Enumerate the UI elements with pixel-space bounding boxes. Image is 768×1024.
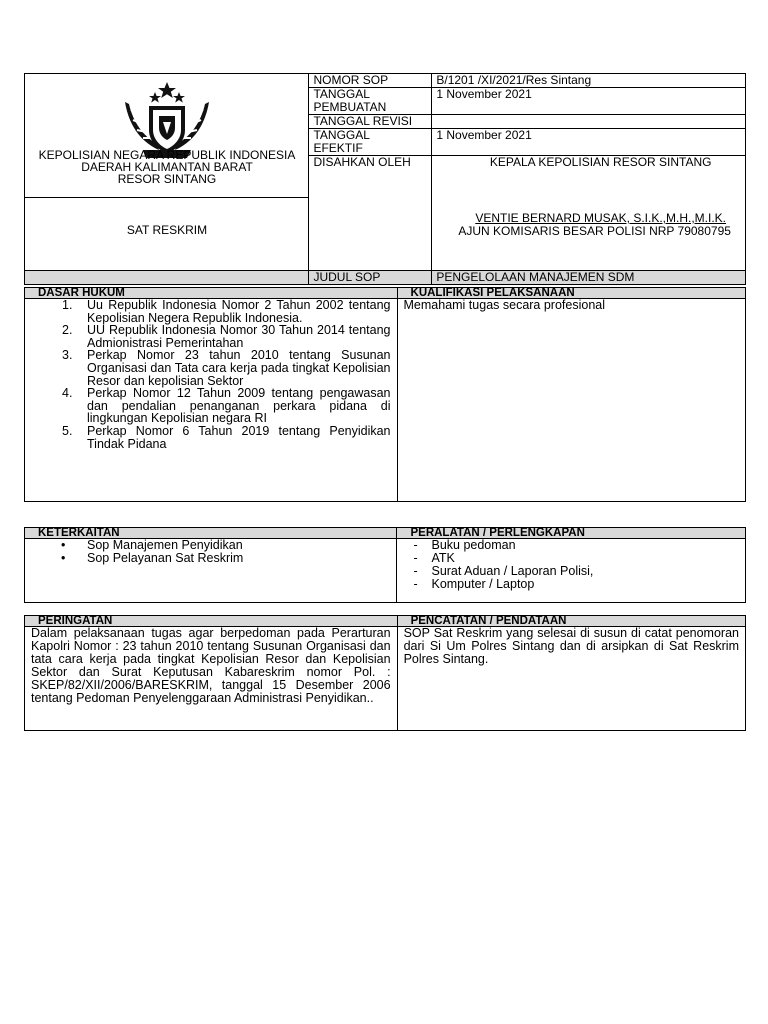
- disahkan-label: DISAHKAN OLEH: [309, 156, 432, 270]
- nomor-sop-value: B/1201 /XI/2021/Res Sintang: [432, 74, 746, 88]
- pencatatan-title: PENCATATAN / PENDATAAN: [397, 616, 745, 627]
- list-item: • Sop Pelayanan Sat Reskrim: [61, 551, 244, 565]
- tgl-pembuatan-label: TANGGAL PEMBUATAN: [309, 88, 432, 115]
- org-block: [25, 74, 309, 264]
- list-item: - Buku pedoman: [413, 538, 516, 552]
- dasar-hukum-table: [24, 287, 746, 502]
- keterkaitan-cell: [25, 539, 397, 603]
- header-shade-left: [25, 271, 309, 285]
- disahkan-cell: [432, 156, 746, 270]
- dasar-hukum-cell: [25, 299, 398, 502]
- peringatan-title: PERINGATAN: [25, 616, 398, 627]
- list-item: 3. Perkap Nomor 23 tahun 2010 tentang Susunan Organisasi dan Tata cara kerja pada tingkat Kepolisian Resor dan kepolisian Sektor: [62, 348, 391, 388]
- disahkan-title: KEPALA KEPOLISIAN RESOR SINTANG: [489, 155, 712, 169]
- list-item: 1. Uu Republik Indonesia Nomor 2 Tahun 2002 tentang Kepolisian Negera Republik Indonesia.: [62, 298, 391, 325]
- org-divider: [25, 197, 309, 198]
- tgl-revisi-value: [432, 115, 746, 129]
- tgl-efektif-value: 1 November 2021: [432, 129, 746, 156]
- judul-value: PENGELOLAAN MANAJEMEN SDM: [432, 271, 746, 285]
- peralatan-title: PERALATAN / PERLENGKAPAN: [397, 528, 746, 539]
- list-item: - ATK: [413, 551, 455, 565]
- tgl-revisi-label: TANGGAL REVISI: [309, 115, 432, 129]
- judul-label: JUDUL SOP: [309, 271, 432, 285]
- pencatatan-text: SOP Sat Reskrim yang selesai di susun di catat penomoran dari Si Um Polres Sintang dan di arsipkan di Sat Reskrim Polres Sintang.: [397, 627, 745, 731]
- org-name: KEPOLISIAN NEGARA REPUBLIK INDONESIA DAERAH KALIMANTAN BARAT RESOR SINTANG: [38, 148, 296, 186]
- kualifikasi-text: Memahami tugas secara profesional: [397, 299, 745, 502]
- keterkaitan-title: KETERKAITAN: [25, 528, 397, 539]
- list-item: - Surat Aduan / Laporan Polisi,: [413, 564, 594, 578]
- peringatan-text: Dalam pelaksanaan tugas agar berpedoman pada Perarturan Kapolri Nomor : 23 tahun 2010 tentang Susunan Organisasi dan tata cara kerja pada tingkat Kepolisian Resor dan Kepolisian Sektor dan Surat Keputusan Kabareskrim nomor Pol. : SKEP/82/XII/2006/BARESKRIM, tanggal 15 Desember 2006 tentang Pedoman Penyelenggaraan Administrasi Penyidikan..: [25, 627, 398, 731]
- unit-name: SAT RESKRIM: [126, 223, 208, 237]
- peringatan-table: [24, 615, 746, 731]
- signer-rank: AJUN KOMISARIS BESAR POLISI NRP 79080795: [458, 224, 731, 238]
- list-item: 4. Perkap Nomor 12 Tahun 2009 tentang pengawasan dan pendalian penanganan perkara pidana di lingkungan Kepolisian negara RI: [62, 386, 391, 426]
- list-item: - Komputer / Laptop: [413, 577, 535, 591]
- tgl-pembuatan-value: 1 November 2021: [432, 88, 746, 115]
- peralatan-list: [401, 539, 741, 591]
- peralatan-cell: [397, 539, 746, 603]
- list-item: 2. UU Republik Indonesia Nomor 30 Tahun 2014 tentang Admionistrasi Pemerintahan: [62, 323, 391, 350]
- nomor-sop-label: NOMOR SOP: [309, 74, 432, 88]
- list-item: 5. Perkap Nomor 6 Tahun 2019 tentang Penyidikan Tindak Pidana: [62, 423, 391, 451]
- keterkaitan-table: [24, 527, 746, 603]
- signer-name: VENTIE BERNARD MUSAK, S.I.K.,M.H.,M.I.K.: [475, 211, 727, 225]
- dasar-hukum-title: DASAR HUKUM: [25, 288, 398, 299]
- kualifikasi-title: KUALIFIKASI PELAKSANAAN: [397, 288, 745, 299]
- list-item: • Sop Manajemen Penyidikan: [61, 538, 243, 552]
- dasar-hukum-list: [29, 299, 391, 450]
- tgl-efektif-label: TANGGAL EFEKTIF: [309, 129, 432, 156]
- keterkaitan-list: [29, 539, 392, 565]
